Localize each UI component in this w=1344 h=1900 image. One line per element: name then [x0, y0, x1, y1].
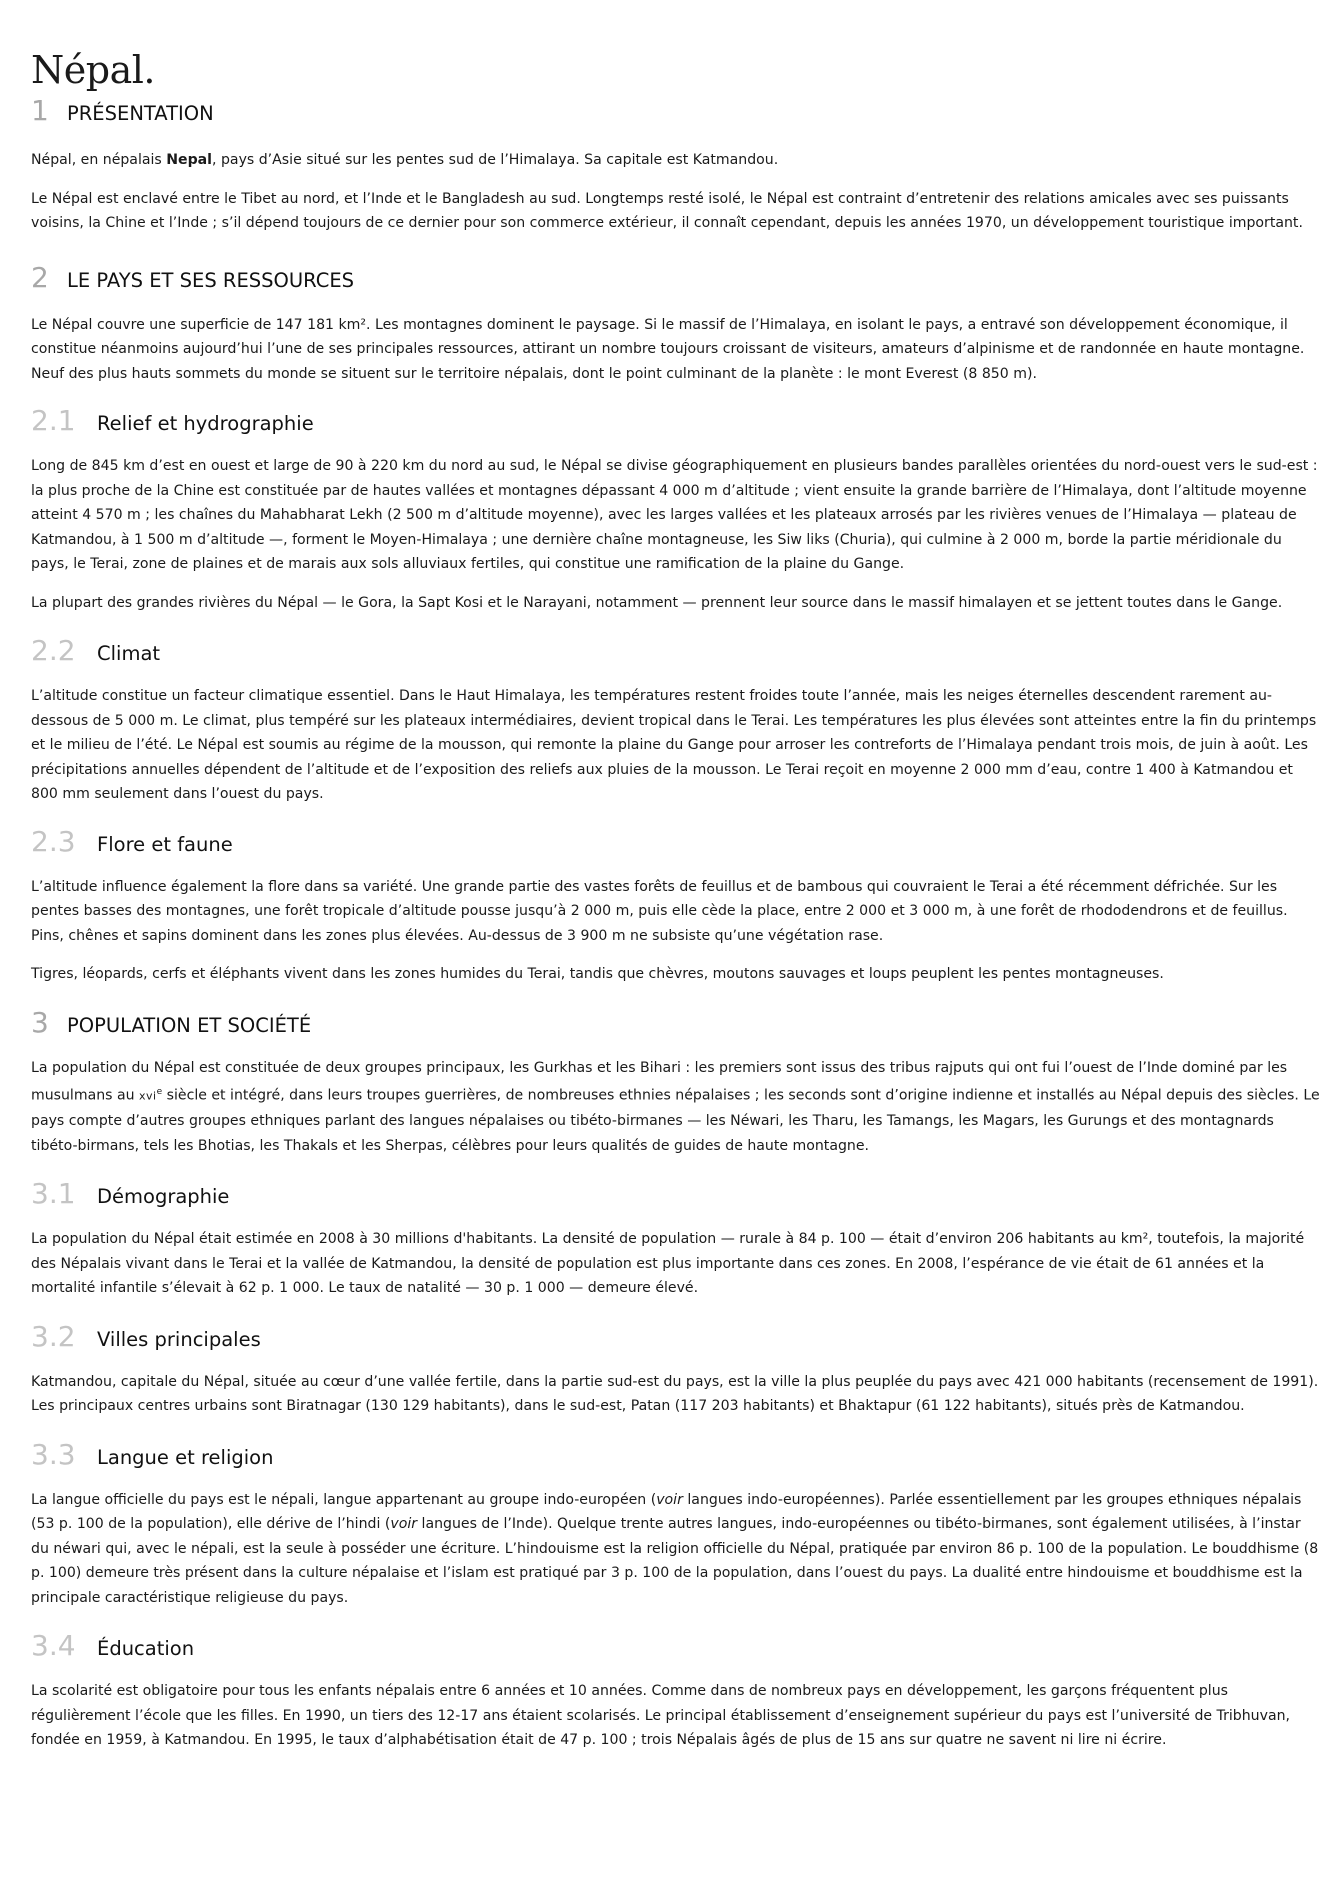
paragraph: La langue officielle du pays est le népali, langue appartenant au groupe indo-européen (voir langues indo-européennes). Parlée essentiellement par les groupes ethniques népalais (53 p. 100 de la population), elle dérive de l’hindi (voir langues de l’Inde). Quelque trente autres langues, indo-européennes ou tibéto-birmanes, sont également utilisées, à l’instar du néwari qui, avec le népali, est la seule à posséder une écriture. L’hindouisme est la religion officielle du Népal, pratiquée par environ 86 p. 100 de la population. Le bouddhisme (8 p. 100) demeure très présent dans la culture népalaise et l’islam est pratiqué par 3 p. 100 de la population, dans l’ouest du pays. La dualité entre hindouisme et bouddhisme est la principale caractéristique religieuse du pays. [31, 1491, 1319, 1606]
paragraph: La population du Népal était estimée en 2008 à 30 millions d'habitants. La densité de population — rurale à 84 p. 100 — était d’environ 206 habitants au km², toutefois, la majorité des Népalais vivant dans le Terai et la vallée de Katmandou, la densité de population est plus importante dans ces zones. En 2008, l’espérance de vie était de 61 années et la mortalité infantile s’élevait à 62 p. 1 000. Le taux de natalité — 30 p. 1 000 — demeure élevé. [31, 1231, 1305, 1297]
paragraph: Népal, en népalais Nepal, pays d’Asie situé sur les pentes sud de l’Himalaya. Sa capitale est Katmandou. [31, 152, 779, 168]
document-page [31, 0, 1321, 1753]
section-heading-1 [31, 94, 1321, 126]
section-title: Villes principales [97, 1327, 261, 1351]
section-heading-2-1 [31, 404, 1321, 436]
section-heading-3-1 [31, 1177, 1321, 1209]
section-number: 3.1 [31, 1177, 76, 1211]
section-title: Relief et hydrographie [97, 412, 314, 435]
paragraph: Katmandou, capitale du Népal, située au cœur d’une vallée fertile, dans la partie sud-est du pays, est la ville la plus peuplée du pays avec 421 000 habitants (recensement de 1991). Les principaux centres urbains sont Biratnagar (130 129 habitants), dans le sud-est, Patan (117 203 habitants) et Bhaktapur (61 122 habitants), situés près de Katmandou. [31, 1373, 1319, 1415]
section-heading-2-3 [31, 825, 1321, 857]
section-number: 2.1 [31, 404, 76, 437]
section-title: Démographie [97, 1185, 230, 1209]
section-number: 3.3 [31, 1437, 76, 1471]
paragraph: La plupart des grandes rivières du Népal — le Gora, la Sapt Kosi et le Narayani, notamment — prennent leur source dans le massif himalayen et se jettent toutes dans le Gange. [31, 594, 1283, 611]
section-heading-2-2 [31, 634, 1321, 666]
paragraph: La population du Népal est constituée de deux groupes principaux, les Gurkhas et les Bihari : les premiers sont issus des tribus rajputs qui ont fui l’ouest de l’Inde dominé par les musulmans au xvi$^e$ siècle et intégré, dans leurs troupes guerrières, de nombreuses ethnies népalaises ; les seconds sont d’origine indienne et installés au Népal depuis des siècles. Le pays compte d’autres groupes ethniques parlant des langues népalaises ou tibéto-birmanes — les Néwari, les Tharu, les Tamangs, les Magars, les Gurungs et des montagnards tibéto-birmans, tels les Bhotias, les Thakals et les Sherpas, célèbres pour leurs qualités de guides de haute montagne. [31, 1059, 1320, 1154]
section-heading-2 [31, 261, 1321, 293]
section-title: Langue et religion [97, 1445, 274, 1469]
section-number: 1 [31, 94, 49, 127]
section-number: 3.2 [31, 1319, 76, 1353]
section-heading-3 [31, 1006, 1321, 1038]
section-number: 2 [31, 260, 49, 294]
section-number: 3.4 [31, 1629, 76, 1663]
paragraph: L’altitude constitue un facteur climatique essentiel. Dans le Haut Himalaya, les températures restent froides toute l’année, mais les neiges éternelles descendent rarement au-dessous de 5 000 m. Le climat, plus tempéré sur les plateaux intermédiaires, devient tropical dans le Terai. Les températures les plus élevées sont atteintes entre la fin du printemps et le milieu de l’été. Le Népal est soumis au régime de la mousson, qui remonte la plaine du Gange pour arroser les contreforts de l’Himalaya pendant trois mois, de juin à août. Les précipitations annuelles dépendent de l’altitude et de l’exposition des reliefs aux pluies de la mousson. Le Terai reçoit en moyenne 2 000 mm d’eau, contre 1 400 à Katmandou et 800 mm seulement dans l’ouest du pays. [31, 688, 1317, 802]
paragraph: L’altitude influence également la flore dans sa variété. Une grande partie des vastes forêts de feuillus et de bambous qui couvraient le Terai a été récemment défrichée. Sur les pentes basses des montagnes, une forêt tropicale d’altitude pousse jusqu’à 2 000 m, puis elle cède la place, entre 2 000 et 3 000 m, à une forêt de rhododendrons et de feuillus. Pins, chênes et sapins dominent dans les zones plus élevées. Au-dessus de 3 900 m ne subsiste qu’une végétation rase. [31, 878, 1288, 944]
section-title: POPULATION ET SOCIÉTÉ [67, 1013, 312, 1037]
section-title: Éducation [97, 1637, 195, 1661]
paragraph: Le Népal couvre une superficie de 147 181 km². Les montagnes dominent le paysage. Si le massif de l’Himalaya, en isolant le pays, a entravé son développement économique, il constitue néanmoins aujourd’hui l’une de ses principales ressources, attirant un nombre toujours croissant de visiteurs, amateurs d’alpinisme et de randonnée en haute montagne. Neuf des plus hauts sommets du monde se situent sur le territoire népalais, dont le point culminant de la planète : le mont Everest (8 850 m). [31, 316, 1305, 382]
section-title: PRÉSENTATION [67, 102, 214, 125]
section-title: Flore et faune [97, 832, 233, 856]
section-number: 2.3 [31, 824, 76, 858]
page-title: Népal. [31, 48, 155, 92]
section-number: 2.2 [31, 634, 76, 667]
section-title: Climat [97, 642, 161, 665]
paragraph: La scolarité est obligatoire pour tous les enfants népalais entre 6 années et 10 années. Comme dans de nombreux pays en développement, les garçons fréquentent plus régulièrement l’école que les filles. En 1990, un tiers des 12-17 ans étaient scolarisés. Le principal établissement d’enseignement supérieur du pays est l’université de Tribhuvan, fondée en 1959, à Katmandou. En 1995, le taux d’alphabétisation était de 47 p. 100 ; trois Népalais âgés de plus de 15 ans sur quatre ne savent ni lire ni écrire. [31, 1683, 1291, 1749]
paragraph: Long de 845 km d’est en ouest et large de 90 à 220 km du nord au sud, le Népal se divise géographiquement en plusieurs bandes parallèles orientées du nord-ouest vers le sud-est : la plus proche de la Chine est constituée par de hautes vallées et montagnes dépassant 4 000 m d’altitude ; vient ensuite la grande barrière de l’Himalaya, dont l’altitude moyenne atteint 4 570 m ; les chaînes du Mahabharat Lekh (2 500 m d’altitude moyenne), avec les larges vallées et les plateaux arrosés par les rivières venues de l’Himalaya — plateau de Katmandou, à 1 500 m d’altitude —, forment le Moyen-Himalaya ; une dernière chaîne montagneuse, les Siw liks (Churia), qui culmine à 2 000 m, borde la partie méridionale du pays, le Terai, zone de plaines et de marais aux sols alluviaux fertiles, qui constitue une ramification de la plaine du Gange. [31, 458, 1318, 572]
paragraph: Tigres, léopards, cerfs et éléphants vivent dans les zones humides du Terai, tandis que chèvres, moutons sauvages et loups peuplent les pentes montagneuses. [31, 966, 1164, 982]
section-heading-3-4 [31, 1629, 1321, 1661]
section-number: 3 [31, 1005, 49, 1039]
native-name: Nepal [166, 152, 213, 168]
section-heading-3-2 [31, 1320, 1321, 1352]
section-title: LE PAYS ET SES RESSOURCES [67, 268, 355, 292]
paragraph: Le Népal est enclavé entre le Tibet au nord, et l’Inde et le Bangladesh au sud. Longtemps resté isolé, le Népal est contraint d’entretenir des relations amicales avec ses puissants voisins, la Chine et l’Inde ; s’il dépend toujours de ce dernier pour son commerce extérieur, il connaît cependant, depuis les années 1970, un développement touristique important. [31, 190, 1303, 231]
section-heading-3-3 [31, 1438, 1321, 1470]
